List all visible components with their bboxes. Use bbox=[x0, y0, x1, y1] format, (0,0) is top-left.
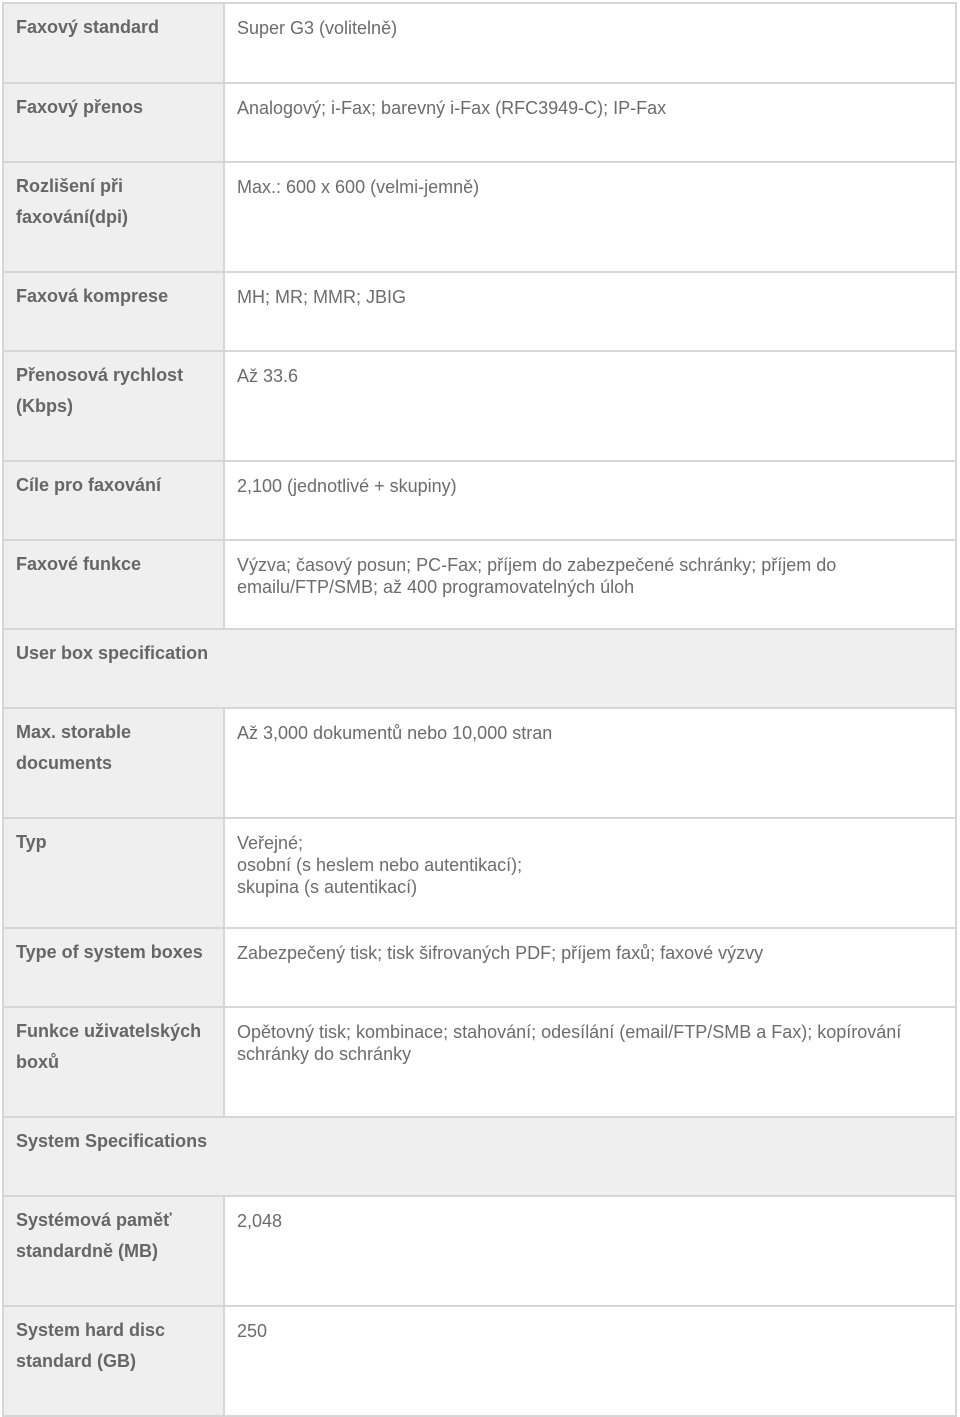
row-value: MH; MR; MMR; JBIG bbox=[224, 272, 956, 351]
value-line: Veřejné; bbox=[237, 833, 304, 853]
row-label: Rozlišení při faxování(dpi) bbox=[3, 162, 224, 272]
row-label: Faxový přenos bbox=[3, 83, 224, 162]
value-line: osobní (s heslem nebo autentikací); bbox=[237, 855, 523, 875]
table-row bbox=[3, 461, 956, 540]
row-label: Faxové funkce bbox=[3, 540, 224, 629]
row-value: Zabezpečený tisk; tisk šifrovaných PDF; příjem faxů; faxové výzvy bbox=[224, 928, 956, 1007]
table-row bbox=[3, 1007, 956, 1117]
table-row bbox=[3, 1196, 956, 1306]
row-value-multiline bbox=[224, 818, 956, 928]
row-value: Až 33.6 bbox=[224, 351, 956, 461]
row-label: Cíle pro faxování bbox=[3, 461, 224, 540]
row-value: 2,100 (jednotlivé + skupiny) bbox=[224, 461, 956, 540]
table-row bbox=[3, 540, 956, 629]
table-row bbox=[3, 708, 956, 818]
row-label: Max. storable documents bbox=[3, 708, 224, 818]
table-row bbox=[3, 272, 956, 351]
row-label: Type of system boxes bbox=[3, 928, 224, 1007]
row-label: Faxový standard bbox=[3, 3, 224, 83]
table-row bbox=[3, 1306, 956, 1416]
row-label: Přenosová rychlost (Kbps) bbox=[3, 351, 224, 461]
section-header-row bbox=[3, 629, 956, 708]
row-value: 2,048 bbox=[224, 1196, 956, 1306]
table-row bbox=[3, 3, 956, 83]
row-label: System hard disc standard (GB) bbox=[3, 1306, 224, 1416]
table-row bbox=[3, 162, 956, 272]
row-value: Výzva; časový posun; PC-Fax; příjem do zabezpečené schránky; příjem do emailu/FTP/SMB; až 400 programovatelných úloh bbox=[224, 540, 956, 629]
section-header-row bbox=[3, 1117, 956, 1196]
row-value: Super G3 (volitelně) bbox=[224, 3, 956, 83]
row-value: 250 bbox=[224, 1306, 956, 1416]
row-value: Až 3,000 dokumentů nebo 10,000 stran bbox=[224, 708, 956, 818]
row-label: Funkce uživatelských boxů bbox=[3, 1007, 224, 1117]
section-heading: User box specification bbox=[3, 629, 956, 708]
table-row bbox=[3, 83, 956, 162]
table-row bbox=[3, 351, 956, 461]
table-row bbox=[3, 928, 956, 1007]
value-line: skupina (s autentikací) bbox=[237, 877, 418, 897]
table-row bbox=[3, 818, 956, 928]
row-label: Faxová komprese bbox=[3, 272, 224, 351]
row-value: Max.: 600 x 600 (velmi-jemně) bbox=[224, 162, 956, 272]
row-label: Typ bbox=[3, 818, 224, 928]
section-heading: System Specifications bbox=[3, 1117, 956, 1196]
specification-table bbox=[2, 2, 957, 1417]
row-value: Opětovný tisk; kombinace; stahování; odesílání (email/FTP/SMB a Fax); kopírování schránky do schránky bbox=[224, 1007, 956, 1117]
row-value: Analogový; i-Fax; barevný i-Fax (RFC3949-C); IP-Fax bbox=[224, 83, 956, 162]
row-label: Systémová paměť standardně (MB) bbox=[3, 1196, 224, 1306]
